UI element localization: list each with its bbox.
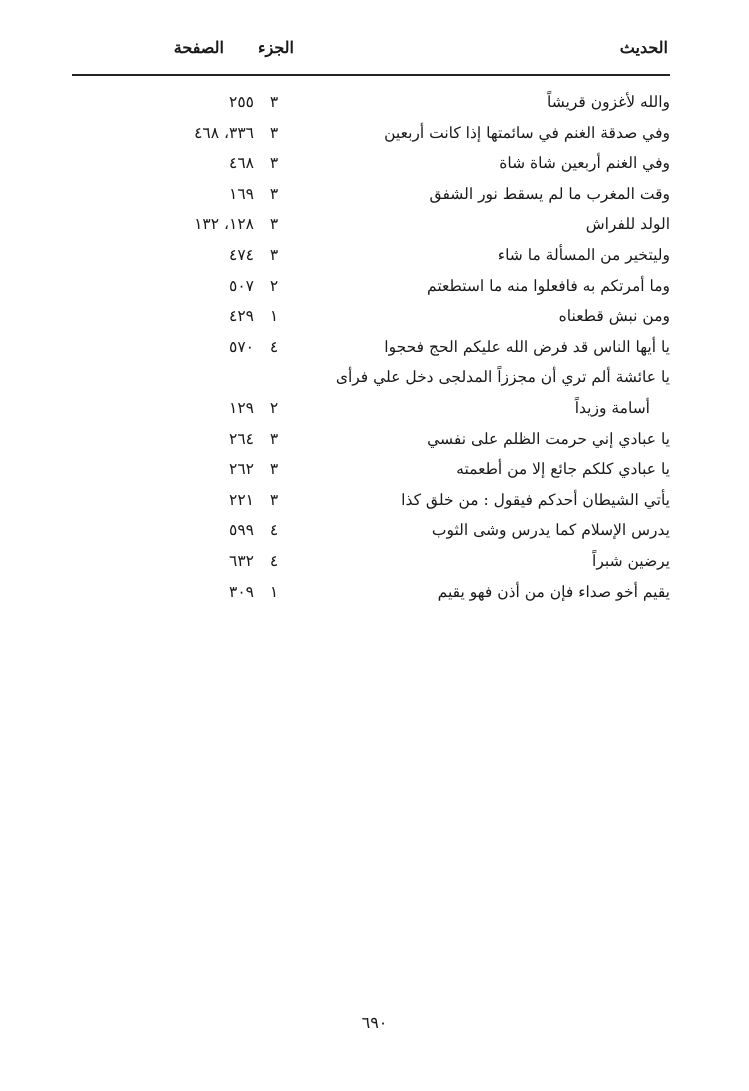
table-row	[72, 210, 670, 241]
table-row	[72, 363, 670, 394]
juz-number: ٣	[269, 154, 279, 173]
table-row	[72, 272, 670, 303]
juz-number: ٣	[269, 123, 279, 142]
juz-number: ٢	[269, 398, 279, 417]
table-row	[72, 486, 670, 517]
page-reference: ٥٧٠	[229, 337, 254, 356]
hadith-text: والله لأغزون قريشاً	[546, 93, 670, 111]
hadith-text: وقت المغرب ما لم يسقط نور الشفق	[429, 184, 670, 203]
table-row	[72, 149, 670, 180]
juz-number: ٣	[269, 245, 279, 264]
hadith-text: يا عبادي كلكم جائع إلا من أطعمته	[456, 460, 670, 479]
hadith-text: وفي الغنم أربعين شاة شاة	[499, 154, 670, 173]
hadith-text: وفي صدقة الغنم في سائمتها إذا كانت أربعين	[384, 123, 670, 142]
table-row	[72, 516, 670, 547]
hadith-text: يا عائشة ألم تري أن مجززاً المدلجى دخل علي فرأى	[335, 368, 670, 387]
header-page: الصفحة	[173, 38, 224, 57]
table-row	[72, 455, 670, 486]
page-reference: ١٦٩	[229, 184, 254, 203]
page-reference: ٤٢٩	[229, 307, 254, 326]
page-reference: ٢٢١	[229, 490, 254, 509]
table-row	[72, 180, 670, 211]
juz-number: ٣	[269, 215, 279, 234]
hadith-text: يا عبادي إني حرمت الظلم على نفسي	[427, 429, 670, 448]
page-reference: ١٢٨، ١٣٢	[194, 215, 254, 234]
page-number: ٦٩٠	[361, 1013, 388, 1032]
table-row	[72, 547, 670, 578]
juz-number: ٣	[269, 184, 279, 203]
table-row	[72, 241, 670, 272]
page-reference: ٤٦٨	[229, 154, 254, 173]
juz-number: ١	[269, 307, 279, 326]
hadith-text: يقيم أخو صداء فإن من أذن فهو يقيم	[437, 582, 670, 601]
page-reference: ٢٦٢	[229, 460, 254, 479]
hadith-text: يا أيها الناس قد فرض الله عليكم الحج فحجوا	[384, 337, 670, 356]
hadith-text: وما أمرتكم به فافعلوا منه ما استطعتم	[427, 276, 670, 295]
hadith-text: يأتي الشيطان أحدكم فيقول : من خلق كذا	[401, 490, 670, 509]
hadith-text: وليتخير من المسألة ما شاء	[497, 245, 670, 264]
hadith-text: أسامة وزيداً	[574, 398, 650, 417]
juz-number: ٣	[269, 460, 279, 479]
juz-number: ٣	[269, 490, 279, 509]
page-reference: ٣٣٦، ٤٦٨	[194, 123, 254, 142]
table-row	[72, 578, 670, 609]
table-row	[72, 333, 670, 364]
table-row	[72, 394, 670, 425]
page-reference: ٥٠٧	[229, 276, 254, 295]
hadith-text: يرضين شبراً	[592, 551, 670, 570]
page-reference: ٤٧٤	[229, 245, 254, 264]
juz-number: ٤	[269, 521, 279, 540]
table-row	[72, 88, 670, 119]
table-row	[72, 302, 670, 333]
page-reference: ١٢٩	[229, 398, 254, 417]
page-reference: ٢٦٤	[229, 429, 254, 448]
page-reference: ٥٩٩	[229, 521, 254, 540]
hadith-text: ومن نبش قطعناه	[558, 307, 670, 326]
table-header	[72, 38, 670, 68]
hadith-text: الولد للفراش	[585, 215, 670, 234]
page-reference: ٦٣٢	[229, 551, 254, 570]
page-reference: ٣٠٩	[229, 582, 254, 601]
header-juz: الجزء	[258, 38, 294, 57]
juz-number: ٣	[269, 93, 279, 111]
index-table	[72, 88, 670, 608]
juz-number: ٤	[269, 551, 279, 570]
header-rule	[72, 74, 670, 76]
table-row	[72, 119, 670, 150]
juz-number: ١	[269, 582, 279, 601]
table-row	[72, 425, 670, 456]
juz-number: ٣	[269, 429, 279, 448]
page-reference: ٢٥٥	[229, 93, 254, 111]
hadith-text: يدرس الإسلام كما يدرس وشى الثوب	[431, 521, 670, 540]
juz-number: ٤	[269, 337, 279, 356]
juz-number: ٢	[269, 276, 279, 295]
header-hadith: الحديث	[619, 38, 668, 57]
